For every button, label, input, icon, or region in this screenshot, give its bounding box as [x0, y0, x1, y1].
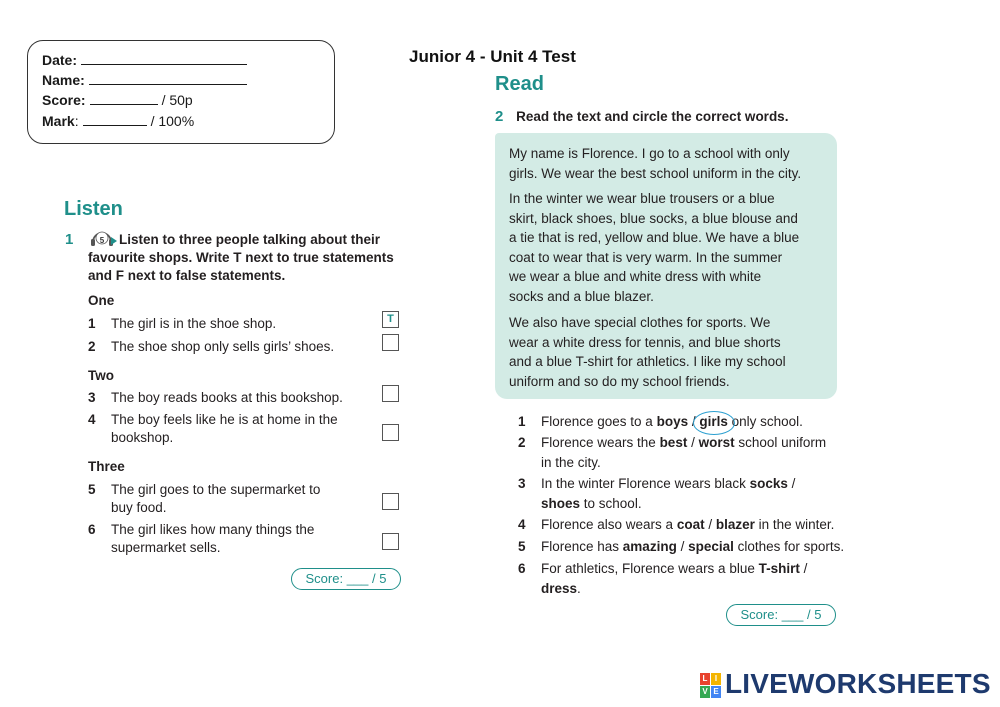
option-separator: / — [687, 435, 699, 450]
option-word[interactable]: dress — [541, 581, 578, 596]
list-item — [88, 389, 378, 407]
question-text: . — [577, 581, 581, 596]
question-number: 4 — [518, 517, 526, 532]
logo-block: V — [700, 686, 710, 698]
score-field[interactable] — [90, 92, 158, 105]
list-item — [88, 521, 378, 557]
list-item — [88, 411, 378, 447]
answer-box-4[interactable] — [382, 424, 399, 441]
item-number: 3 — [88, 390, 96, 405]
list-item — [88, 481, 378, 517]
question-number: 3 — [518, 476, 526, 491]
date-row — [42, 52, 247, 68]
paragraph — [509, 144, 831, 183]
list-item — [88, 315, 378, 333]
name-field[interactable] — [89, 72, 247, 85]
option-word[interactable]: T-shirt — [758, 561, 800, 576]
question-text: Florence also wears a — [541, 517, 677, 532]
answer-box-2[interactable] — [382, 334, 399, 351]
listen-instruction-line: favourite shops. Write T next to true statements — [88, 250, 394, 265]
group-label-one: One — [88, 293, 115, 308]
option-separator: / — [688, 414, 700, 429]
score-suffix: / 50p — [161, 92, 193, 108]
item-number: 2 — [88, 339, 96, 354]
list-item — [88, 338, 378, 356]
mark-suffix: / 100% — [150, 113, 195, 129]
mark-field[interactable] — [83, 113, 147, 126]
listen-instruction-line: Listen to three people talking about their — [119, 232, 381, 247]
question-text: only school. — [727, 414, 803, 429]
group-label-three: Three — [88, 459, 125, 474]
question-text: Florence goes to a — [541, 414, 657, 429]
option-separator: / — [704, 517, 716, 532]
question-text: Florence wears the — [541, 435, 660, 450]
logo-text: LIVEWORKSHEETS — [725, 668, 991, 699]
question-item — [518, 474, 868, 514]
item-number: 1 — [88, 316, 96, 331]
answer-box-5[interactable] — [382, 493, 399, 510]
listen-score: Score: ___ / 5 — [291, 568, 401, 590]
paragraph-line: coat to wear that is very warm. In the summer — [509, 249, 783, 265]
option-word[interactable]: socks — [749, 476, 788, 491]
item-text: The boy feels like he is at home in the — [111, 412, 338, 427]
reading-passage — [495, 133, 837, 399]
paragraph-line: uniform and so do my school friends. — [509, 373, 730, 389]
item-text: bookshop. — [111, 430, 174, 445]
read-instruction-row — [495, 108, 788, 126]
paragraph-line: girls. We wear the best school uniform in the city. — [509, 165, 802, 181]
question-number: 6 — [518, 561, 526, 576]
paragraph-line: My name is Florence. I go to a school with only — [509, 146, 790, 161]
paragraph-line: we wear a blue and white dress with white — [509, 269, 762, 284]
paragraph-line: a tie that is red, yellow and blue. We have a blue — [509, 230, 800, 245]
listen-number: 1 — [65, 231, 74, 248]
option-separator: / — [799, 561, 808, 576]
item-number: 4 — [88, 412, 96, 427]
name-label: Name: — [42, 72, 85, 88]
item-text: buy food. — [111, 500, 167, 515]
question-text: Florence has — [541, 539, 623, 554]
date-label: Date: — [42, 52, 78, 68]
question-text: clothes for sports. — [733, 539, 845, 554]
answer-box-6[interactable] — [382, 533, 399, 550]
read-instruction: Read the text and circle the correct words. — [516, 109, 789, 124]
question-number: 5 — [518, 539, 526, 554]
item-number: 5 — [88, 482, 96, 497]
item-text: The boy reads books at this bookshop. — [111, 390, 343, 405]
question-text: to school. — [580, 496, 642, 511]
paragraph — [509, 189, 831, 306]
question-number: 1 — [518, 414, 526, 429]
paragraph-line: skirt, black shoes, blue socks, a blue blouse and — [509, 210, 798, 226]
date-field[interactable] — [81, 52, 247, 65]
option-word[interactable]: blazer — [715, 517, 755, 532]
listen-heading: Listen — [64, 198, 123, 220]
paragraph-line: In the winter we wear blue trousers or a blue — [509, 191, 775, 206]
mark-row — [42, 113, 194, 129]
read-number: 2 — [495, 108, 504, 125]
logo-blocks-icon — [700, 673, 722, 699]
question-text: For athletics, Florence wears a blue — [541, 561, 759, 576]
paragraph-line: socks and a blue blazer. — [509, 288, 654, 304]
listen-instruction-line: and F next to false statements. — [88, 268, 286, 283]
option-word[interactable]: coat — [676, 517, 705, 532]
question-text: In the winter Florence wears black — [541, 476, 750, 491]
audio-track-number: 5 — [99, 236, 105, 245]
mark-colon: : — [74, 113, 79, 129]
question-item — [518, 537, 868, 557]
option-word[interactable]: boys — [656, 414, 689, 429]
question-item — [518, 515, 868, 535]
option-word-circled[interactable]: girls — [699, 414, 728, 429]
question-text: in the winter. — [754, 517, 835, 532]
logo-block: L — [700, 673, 710, 685]
audio-track-icon[interactable] — [88, 227, 118, 249]
score-label: Score: — [42, 92, 86, 108]
group-label-two: Two — [88, 368, 114, 383]
page-title: Junior 4 - Unit 4 Test — [409, 47, 576, 66]
listen-instruction — [65, 231, 425, 287]
answer-box-1[interactable]: T — [382, 311, 399, 328]
logo-block: E — [711, 686, 721, 698]
logo-block: I — [711, 673, 721, 685]
option-separator: / — [787, 476, 796, 491]
option-word[interactable]: shoes — [541, 496, 581, 511]
mark-label: Mark — [42, 113, 75, 129]
question-item — [518, 412, 868, 432]
option-word[interactable]: special — [688, 539, 734, 554]
read-score: Score: ___ / 5 — [726, 604, 836, 626]
item-number: 6 — [88, 522, 96, 537]
option-separator: / — [676, 539, 689, 554]
paragraph-line: We also have special clothes for sports. We — [509, 315, 771, 330]
paragraph-line: and a blue T-shirt for athletics. I like my school — [509, 354, 786, 369]
question-text: school uniform — [734, 435, 827, 450]
item-text: supermarket sells. — [111, 540, 221, 555]
question-text: in the city. — [541, 455, 601, 470]
option-word[interactable]: amazing — [622, 539, 677, 554]
score-row — [42, 92, 193, 108]
question-item — [518, 559, 868, 599]
question-number: 2 — [518, 435, 526, 450]
name-row — [42, 72, 247, 88]
paragraph — [509, 313, 831, 391]
paragraph-line: wear a white dress for tennis, and blue shorts — [509, 334, 781, 350]
read-heading: Read — [495, 73, 544, 95]
option-word[interactable]: best — [659, 435, 688, 450]
question-item — [518, 433, 868, 473]
item-text: The shoe shop only sells girls’ shoes. — [111, 339, 335, 354]
student-info-box — [27, 40, 335, 144]
option-word[interactable]: worst — [698, 435, 735, 450]
item-text: The girl is in the shoe shop. — [111, 316, 277, 331]
item-text: The girl likes how many things the — [111, 522, 315, 537]
answer-box-3[interactable] — [382, 385, 399, 402]
item-text: The girl goes to the supermarket to — [111, 482, 321, 497]
answer-circle — [693, 411, 735, 435]
